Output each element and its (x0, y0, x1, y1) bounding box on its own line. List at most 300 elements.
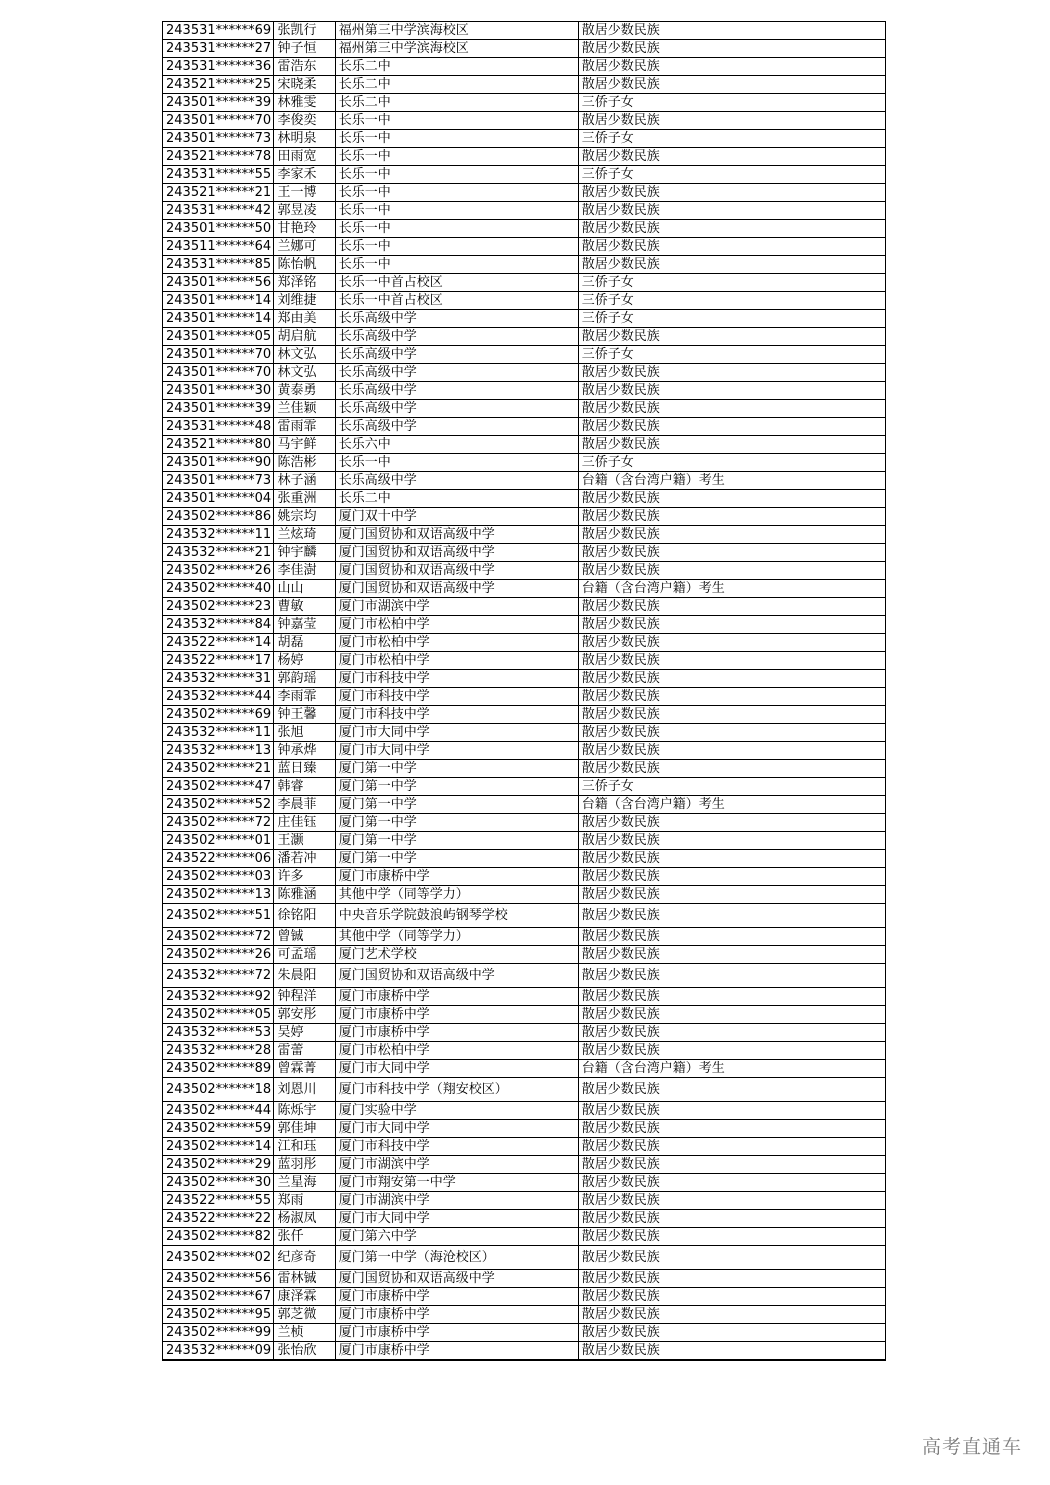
exam-id-cell: 243502******21 (163, 760, 274, 778)
category-cell: 散居少数民族 (578, 202, 885, 220)
name-cell: 张旭 (274, 724, 335, 742)
name-cell: 郑雨 (274, 1192, 335, 1210)
school-cell: 厦门双十中学 (335, 508, 578, 526)
exam-id-cell: 243532******09 (163, 1342, 274, 1361)
school-cell: 长乐六中 (335, 436, 578, 454)
exam-id-cell: 243501******30 (163, 382, 274, 400)
name-cell: 胡磊 (274, 634, 335, 652)
school-cell: 长乐高级中学 (335, 310, 578, 328)
exam-id-cell: 243532******72 (163, 964, 274, 988)
exam-id-cell: 243532******92 (163, 988, 274, 1006)
category-cell: 散居少数民族 (578, 688, 885, 706)
table-row (163, 1192, 886, 1210)
school-cell: 厦门国贸协和双语高级中学 (335, 562, 578, 580)
name-cell: 雷蕾 (274, 1042, 335, 1060)
exam-id-cell: 243502******29 (163, 1156, 274, 1174)
category-cell: 三侨子女 (578, 778, 885, 796)
school-cell: 福州第三中学滨海校区 (335, 40, 578, 58)
category-cell: 三侨子女 (578, 346, 885, 364)
exam-id-cell: 243502******47 (163, 778, 274, 796)
category-cell: 散居少数民族 (578, 616, 885, 634)
school-cell: 厦门市松柏中学 (335, 1042, 578, 1060)
table-row (163, 988, 886, 1006)
name-cell: 林明泉 (274, 130, 335, 148)
table-row (163, 274, 886, 292)
name-cell: 康泽霖 (274, 1288, 335, 1306)
category-cell: 散居少数民族 (578, 1288, 885, 1306)
name-cell: 张凯行 (274, 22, 335, 40)
name-cell: 杨淑凤 (274, 1210, 335, 1228)
exam-id-cell: 243501******70 (163, 112, 274, 130)
name-cell: 王一博 (274, 184, 335, 202)
exam-id-cell: 243531******27 (163, 40, 274, 58)
category-cell: 散居少数民族 (578, 652, 885, 670)
table-row (163, 670, 886, 688)
exam-id-cell: 243531******55 (163, 166, 274, 184)
school-cell: 厦门市松柏中学 (335, 652, 578, 670)
table-row (163, 634, 886, 652)
table-row (163, 472, 886, 490)
school-cell: 长乐一中 (335, 238, 578, 256)
table-row (163, 166, 886, 184)
table-row (163, 742, 886, 760)
exam-id-cell: 243501******56 (163, 274, 274, 292)
name-cell: 可孟瑶 (274, 946, 335, 964)
category-cell: 三侨子女 (578, 166, 885, 184)
category-cell: 散居少数民族 (578, 1006, 885, 1024)
school-cell: 长乐高级中学 (335, 400, 578, 418)
exam-id-cell: 243501******39 (163, 400, 274, 418)
table-row (163, 490, 886, 508)
school-cell: 长乐一中 (335, 148, 578, 166)
school-cell: 厦门市康桥中学 (335, 988, 578, 1006)
table-row (163, 598, 886, 616)
table-row (163, 868, 886, 886)
name-cell: 张仟 (274, 1228, 335, 1246)
school-cell: 厦门市翔安第一中学 (335, 1174, 578, 1192)
exam-id-cell: 243511******64 (163, 238, 274, 256)
table-row (163, 436, 886, 454)
name-cell: 郭昱凌 (274, 202, 335, 220)
table-row (163, 1288, 886, 1306)
name-cell: 兰桢 (274, 1324, 335, 1342)
exam-id-cell: 243501******70 (163, 346, 274, 364)
category-cell: 台籍（含台湾户籍）考生 (578, 472, 885, 490)
school-cell: 厦门市康桥中学 (335, 868, 578, 886)
exam-id-cell: 243502******86 (163, 508, 274, 526)
category-cell: 散居少数民族 (578, 1192, 885, 1210)
exam-id-cell: 243502******03 (163, 868, 274, 886)
exam-id-cell: 243521******21 (163, 184, 274, 202)
category-cell: 散居少数民族 (578, 598, 885, 616)
school-cell: 厦门国贸协和双语高级中学 (335, 580, 578, 598)
name-cell: 陈怡帆 (274, 256, 335, 274)
category-cell: 散居少数民族 (578, 364, 885, 382)
table-row (163, 508, 886, 526)
name-cell: 陈烁宇 (274, 1102, 335, 1120)
name-cell: 钟宇麟 (274, 544, 335, 562)
name-cell: 林文弘 (274, 364, 335, 382)
school-cell: 厦门市康桥中学 (335, 1306, 578, 1324)
exam-id-cell: 243502******01 (163, 832, 274, 850)
school-cell: 长乐一中 (335, 112, 578, 130)
category-cell: 散居少数民族 (578, 988, 885, 1006)
exam-id-cell: 243502******26 (163, 946, 274, 964)
exam-id-cell: 243522******22 (163, 1210, 274, 1228)
roster-table (162, 21, 886, 1361)
category-cell: 散居少数民族 (578, 112, 885, 130)
table-row (163, 1006, 886, 1024)
category-cell: 三侨子女 (578, 274, 885, 292)
name-cell: 兰佳颖 (274, 400, 335, 418)
exam-id-cell: 243501******73 (163, 472, 274, 490)
school-cell: 厦门市康桥中学 (335, 1324, 578, 1342)
watermark: 高考直通车 (921, 1436, 1022, 1458)
name-cell: 王灏 (274, 832, 335, 850)
school-cell: 厦门市松柏中学 (335, 634, 578, 652)
exam-id-cell: 243522******14 (163, 634, 274, 652)
school-cell: 中央音乐学院鼓浪屿钢琴学校 (335, 904, 578, 928)
category-cell: 散居少数民族 (578, 1156, 885, 1174)
name-cell: 林文弘 (274, 346, 335, 364)
table-row (163, 1174, 886, 1192)
table-row (163, 1024, 886, 1042)
name-cell: 曾铖 (274, 928, 335, 946)
table-row (163, 76, 886, 94)
school-cell: 厦门艺术学校 (335, 946, 578, 964)
exam-id-cell: 243532******84 (163, 616, 274, 634)
exam-id-cell: 243502******59 (163, 1120, 274, 1138)
category-cell: 散居少数民族 (578, 436, 885, 454)
category-cell: 散居少数民族 (578, 886, 885, 904)
school-cell: 厦门市科技中学 (335, 688, 578, 706)
table-row (163, 580, 886, 598)
name-cell: 甘艳玲 (274, 220, 335, 238)
category-cell: 散居少数民族 (578, 904, 885, 928)
school-cell: 长乐二中 (335, 490, 578, 508)
table-row (163, 364, 886, 382)
name-cell: 刘恩川 (274, 1078, 335, 1102)
name-cell: 姚宗均 (274, 508, 335, 526)
exam-id-cell: 243501******70 (163, 364, 274, 382)
school-cell: 厦门市科技中学（翔安校区） (335, 1078, 578, 1102)
category-cell: 散居少数民族 (578, 1228, 885, 1246)
school-cell: 厦门国贸协和双语高级中学 (335, 964, 578, 988)
name-cell: 雷林铖 (274, 1270, 335, 1288)
exam-id-cell: 243502******26 (163, 562, 274, 580)
table-row (163, 220, 886, 238)
exam-id-cell: 243521******78 (163, 148, 274, 166)
exam-id-cell: 243502******14 (163, 1138, 274, 1156)
category-cell: 散居少数民族 (578, 256, 885, 274)
school-cell: 厦门市康桥中学 (335, 1006, 578, 1024)
category-cell: 散居少数民族 (578, 1210, 885, 1228)
exam-id-cell: 243532******21 (163, 544, 274, 562)
name-cell: 曹敏 (274, 598, 335, 616)
table-row (163, 850, 886, 868)
name-cell: 江和珏 (274, 1138, 335, 1156)
table-row (163, 184, 886, 202)
exam-id-cell: 243531******36 (163, 58, 274, 76)
table-row (163, 1324, 886, 1342)
table-row (163, 310, 886, 328)
name-cell: 韩睿 (274, 778, 335, 796)
category-cell: 三侨子女 (578, 454, 885, 472)
category-cell: 散居少数民族 (578, 544, 885, 562)
table-row (163, 814, 886, 832)
table-row (163, 760, 886, 778)
table-row (163, 832, 886, 850)
category-cell: 散居少数民族 (578, 184, 885, 202)
name-cell: 钟承烨 (274, 742, 335, 760)
name-cell: 许多 (274, 868, 335, 886)
name-cell: 陈浩彬 (274, 454, 335, 472)
exam-id-cell: 243502******05 (163, 1006, 274, 1024)
category-cell: 散居少数民族 (578, 1120, 885, 1138)
category-cell: 散居少数民族 (578, 1306, 885, 1324)
name-cell: 钟子恒 (274, 40, 335, 58)
school-cell: 厦门国贸协和双语高级中学 (335, 526, 578, 544)
exam-id-cell: 243521******80 (163, 436, 274, 454)
exam-id-cell: 243522******55 (163, 1192, 274, 1210)
category-cell: 台籍（含台湾户籍）考生 (578, 580, 885, 598)
exam-id-cell: 243532******13 (163, 742, 274, 760)
school-cell: 厦门国贸协和双语高级中学 (335, 1270, 578, 1288)
school-cell: 厦门第一中学（海沧校区） (335, 1246, 578, 1270)
name-cell: 钟程洋 (274, 988, 335, 1006)
name-cell: 郑泽铭 (274, 274, 335, 292)
category-cell: 三侨子女 (578, 94, 885, 112)
exam-id-cell: 243532******31 (163, 670, 274, 688)
name-cell: 蓝羽彤 (274, 1156, 335, 1174)
category-cell: 散居少数民族 (578, 418, 885, 436)
category-cell: 散居少数民族 (578, 400, 885, 418)
exam-id-cell: 243501******39 (163, 94, 274, 112)
table-row (163, 1120, 886, 1138)
school-cell: 长乐一中 (335, 130, 578, 148)
category-cell: 散居少数民族 (578, 928, 885, 946)
category-cell: 散居少数民族 (578, 1342, 885, 1361)
table-row (163, 22, 886, 40)
school-cell: 长乐一中 (335, 220, 578, 238)
table-row (163, 562, 886, 580)
exam-id-cell: 243501******14 (163, 292, 274, 310)
name-cell: 雷浩东 (274, 58, 335, 76)
exam-id-cell: 243502******40 (163, 580, 274, 598)
table-row (163, 202, 886, 220)
category-cell: 散居少数民族 (578, 1246, 885, 1270)
category-cell: 散居少数民族 (578, 328, 885, 346)
roster-body (163, 22, 886, 1361)
table-row (163, 796, 886, 814)
name-cell: 李俊奕 (274, 112, 335, 130)
category-cell: 散居少数民族 (578, 724, 885, 742)
school-cell: 厦门第一中学 (335, 814, 578, 832)
name-cell: 张重洲 (274, 490, 335, 508)
category-cell: 三侨子女 (578, 130, 885, 148)
school-cell: 长乐一中首占校区 (335, 292, 578, 310)
name-cell: 李雨霏 (274, 688, 335, 706)
exam-id-cell: 243502******56 (163, 1270, 274, 1288)
exam-id-cell: 243532******44 (163, 688, 274, 706)
exam-id-cell: 243502******23 (163, 598, 274, 616)
table-row (163, 1228, 886, 1246)
school-cell: 长乐高级中学 (335, 346, 578, 364)
school-cell: 厦门第一中学 (335, 796, 578, 814)
category-cell: 三侨子女 (578, 292, 885, 310)
exam-id-cell: 243531******42 (163, 202, 274, 220)
exam-id-cell: 243502******99 (163, 1324, 274, 1342)
table-row (163, 148, 886, 166)
name-cell: 田雨宽 (274, 148, 335, 166)
exam-id-cell: 243521******25 (163, 76, 274, 94)
exam-id-cell: 243502******69 (163, 706, 274, 724)
table-row (163, 778, 886, 796)
exam-id-cell: 243502******67 (163, 1288, 274, 1306)
school-cell: 厦门市湖滨中学 (335, 1156, 578, 1174)
category-cell: 散居少数民族 (578, 40, 885, 58)
school-cell: 长乐一中 (335, 454, 578, 472)
name-cell: 纪彦奇 (274, 1246, 335, 1270)
category-cell: 散居少数民族 (578, 382, 885, 400)
category-cell: 散居少数民族 (578, 964, 885, 988)
table-row (163, 40, 886, 58)
school-cell: 长乐二中 (335, 94, 578, 112)
school-cell: 长乐一中首占校区 (335, 274, 578, 292)
table-row (163, 706, 886, 724)
school-cell: 长乐一中 (335, 184, 578, 202)
name-cell: 钟嘉莹 (274, 616, 335, 634)
category-cell: 散居少数民族 (578, 1078, 885, 1102)
table-row (163, 946, 886, 964)
school-cell: 厦门市科技中学 (335, 670, 578, 688)
exam-id-cell: 243532******28 (163, 1042, 274, 1060)
school-cell: 厦门市康桥中学 (335, 1342, 578, 1361)
category-cell: 散居少数民族 (578, 508, 885, 526)
exam-id-cell: 243531******69 (163, 22, 274, 40)
name-cell: 钟王馨 (274, 706, 335, 724)
school-cell: 长乐一中 (335, 166, 578, 184)
category-cell: 散居少数民族 (578, 1042, 885, 1060)
category-cell: 散居少数民族 (578, 946, 885, 964)
exam-id-cell: 243502******51 (163, 904, 274, 928)
table-row (163, 1210, 886, 1228)
exam-id-cell: 243501******04 (163, 490, 274, 508)
name-cell: 刘维捷 (274, 292, 335, 310)
name-cell: 雷雨霏 (274, 418, 335, 436)
exam-id-cell: 243501******05 (163, 328, 274, 346)
exam-id-cell: 243502******44 (163, 1102, 274, 1120)
exam-id-cell: 243531******48 (163, 418, 274, 436)
table-row (163, 1060, 886, 1078)
category-cell: 散居少数民族 (578, 1102, 885, 1120)
exam-id-cell: 243501******73 (163, 130, 274, 148)
school-cell: 厦门市大同中学 (335, 1060, 578, 1078)
exam-id-cell: 243502******72 (163, 928, 274, 946)
table-row (163, 544, 886, 562)
name-cell: 黄泰勇 (274, 382, 335, 400)
table-row (163, 1270, 886, 1288)
school-cell: 厦门市康桥中学 (335, 1024, 578, 1042)
table-row (163, 904, 886, 928)
school-cell: 其他中学（同等学力） (335, 886, 578, 904)
exam-id-cell: 243532******11 (163, 526, 274, 544)
exam-id-cell: 243502******82 (163, 1228, 274, 1246)
exam-id-cell: 243502******02 (163, 1246, 274, 1270)
category-cell: 台籍（含台湾户籍）考生 (578, 1060, 885, 1078)
school-cell: 长乐一中 (335, 256, 578, 274)
name-cell: 兰炫琦 (274, 526, 335, 544)
name-cell: 李晨菲 (274, 796, 335, 814)
exam-id-cell: 243501******14 (163, 310, 274, 328)
table-row (163, 346, 886, 364)
category-cell: 散居少数民族 (578, 1324, 885, 1342)
name-cell: 宋晓柔 (274, 76, 335, 94)
school-cell: 长乐高级中学 (335, 382, 578, 400)
name-cell: 林子涵 (274, 472, 335, 490)
table-row (163, 616, 886, 634)
category-cell: 散居少数民族 (578, 832, 885, 850)
table-row (163, 238, 886, 256)
exam-id-cell: 243522******17 (163, 652, 274, 670)
school-cell: 厦门第一中学 (335, 850, 578, 868)
school-cell: 厦门市大同中学 (335, 1210, 578, 1228)
table-row (163, 724, 886, 742)
exam-id-cell: 243502******89 (163, 1060, 274, 1078)
table-row (163, 130, 886, 148)
school-cell: 厦门市大同中学 (335, 1120, 578, 1138)
table-row (163, 688, 886, 706)
school-cell: 厦门第一中学 (335, 778, 578, 796)
category-cell: 散居少数民族 (578, 526, 885, 544)
name-cell: 兰星海 (274, 1174, 335, 1192)
exam-id-cell: 243532******53 (163, 1024, 274, 1042)
table-row (163, 1102, 886, 1120)
school-cell: 长乐高级中学 (335, 364, 578, 382)
table-row (163, 1342, 886, 1361)
school-cell: 厦门市湖滨中学 (335, 598, 578, 616)
school-cell: 厦门市大同中学 (335, 724, 578, 742)
table-row (163, 454, 886, 472)
exam-id-cell: 243501******90 (163, 454, 274, 472)
name-cell: 郭佳坤 (274, 1120, 335, 1138)
school-cell: 厦门市湖滨中学 (335, 1192, 578, 1210)
name-cell: 郭韵瑶 (274, 670, 335, 688)
exam-id-cell: 243502******30 (163, 1174, 274, 1192)
table-row (163, 964, 886, 988)
school-cell: 厦门市大同中学 (335, 742, 578, 760)
name-cell: 李家禾 (274, 166, 335, 184)
table-row (163, 382, 886, 400)
school-cell: 厦门第六中学 (335, 1228, 578, 1246)
exam-id-cell: 243502******72 (163, 814, 274, 832)
school-cell: 长乐一中 (335, 202, 578, 220)
category-cell: 散居少数民族 (578, 220, 885, 238)
category-cell: 散居少数民族 (578, 76, 885, 94)
category-cell: 散居少数民族 (578, 1024, 885, 1042)
exam-id-cell: 243531******85 (163, 256, 274, 274)
school-cell: 厦门市康桥中学 (335, 1288, 578, 1306)
category-cell: 三侨子女 (578, 310, 885, 328)
school-cell: 长乐二中 (335, 58, 578, 76)
category-cell: 散居少数民族 (578, 238, 885, 256)
name-cell: 山山 (274, 580, 335, 598)
name-cell: 马宇鲜 (274, 436, 335, 454)
exam-id-cell: 243502******13 (163, 886, 274, 904)
name-cell: 徐铭阳 (274, 904, 335, 928)
name-cell: 郭安彤 (274, 1006, 335, 1024)
category-cell: 散居少数民族 (578, 850, 885, 868)
